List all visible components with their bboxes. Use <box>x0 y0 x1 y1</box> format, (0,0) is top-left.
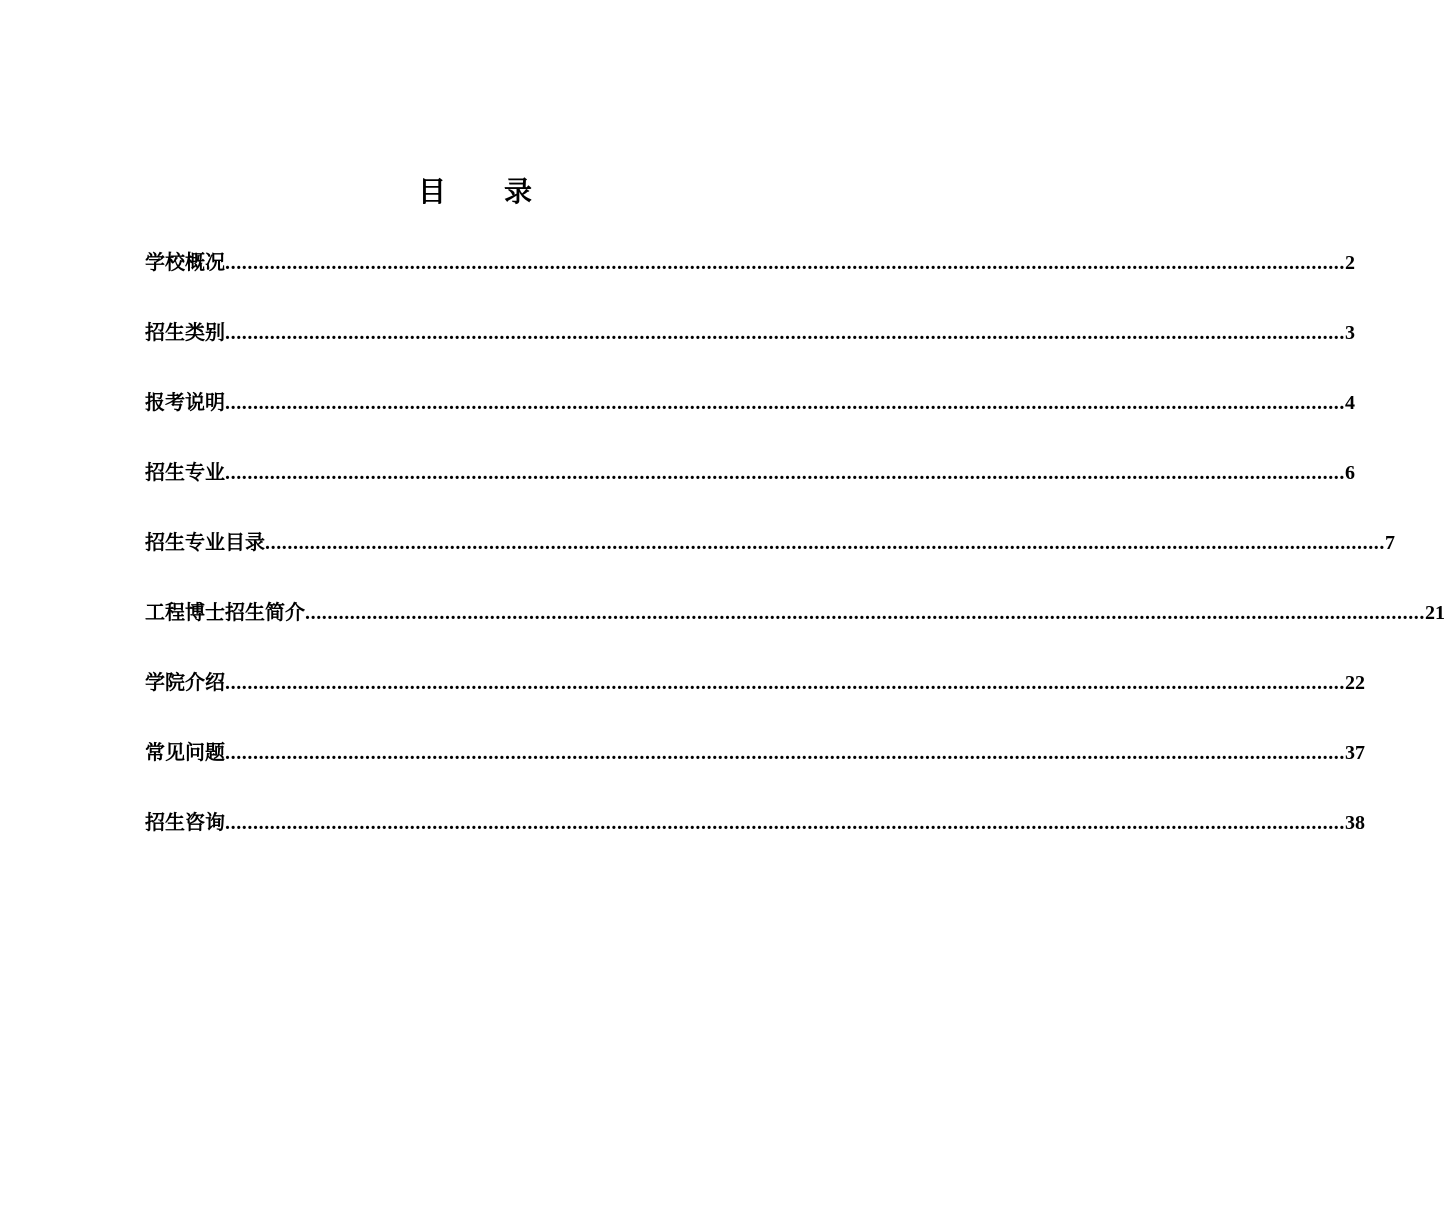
toc-list <box>145 244 1445 874</box>
toc-entry-page-number: 37 <box>1345 742 1365 764</box>
toc-title-char-1: 目 <box>417 175 446 208</box>
toc-entry-page-number: 2 <box>1345 252 1355 274</box>
toc-entry-school-overview[interactable] <box>145 244 1355 314</box>
toc-entry-page-number: 4 <box>1345 392 1355 414</box>
toc-entry-engineering-doctorate[interactable] <box>145 594 1445 664</box>
toc-entry-label: 招生类别 <box>145 320 225 344</box>
toc-title-char-2: 录 <box>504 175 533 208</box>
toc-entry-label: 招生专业 <box>145 460 225 484</box>
toc-entry-faq[interactable] <box>145 734 1365 804</box>
toc-entry-label: 报考说明 <box>145 390 225 414</box>
toc-entry-page-number: 3 <box>1345 322 1355 344</box>
toc-entry-label: 工程博士招生简介 <box>145 600 305 624</box>
toc-entry-label: 招生咨询 <box>145 810 225 834</box>
toc-entry-admission-majors[interactable] <box>145 454 1355 524</box>
toc-entry-label: 学院介绍 <box>145 670 225 694</box>
toc-dot-leader: ........................................................................................................................................................................................................ <box>265 532 1385 554</box>
toc-entry-page-number: 21 <box>1425 602 1445 624</box>
toc-entry-page-number: 6 <box>1345 462 1355 484</box>
toc-dot-leader: ........................................................................................................................................................................................................ <box>225 462 1345 484</box>
toc-entry-admission-contact[interactable] <box>145 804 1365 874</box>
toc-entry-application-notes[interactable] <box>145 384 1355 454</box>
toc-title <box>0 172 950 212</box>
toc-entry-major-catalog[interactable] <box>145 524 1395 594</box>
toc-dot-leader: ........................................................................................................................................................................................................ <box>305 602 1425 624</box>
toc-dot-leader: ........................................................................................................................................................................................................ <box>225 812 1345 834</box>
toc-dot-leader: ........................................................................................................................................................................................................ <box>225 742 1345 764</box>
toc-entry-label: 学校概况 <box>145 250 225 274</box>
toc-dot-leader: ........................................................................................................................................................................................................ <box>225 672 1345 694</box>
toc-dot-leader: ........................................................................................................................................................................................................ <box>225 252 1345 274</box>
toc-entry-page-number: 38 <box>1345 812 1365 834</box>
toc-entry-page-number: 22 <box>1345 672 1365 694</box>
toc-entry-admission-categories[interactable] <box>145 314 1355 384</box>
toc-dot-leader: ........................................................................................................................................................................................................ <box>225 322 1345 344</box>
toc-entry-college-intro[interactable] <box>145 664 1365 734</box>
toc-entry-page-number: 7 <box>1385 532 1395 554</box>
toc-entry-label: 招生专业目录 <box>145 530 265 554</box>
toc-dot-leader: ........................................................................................................................................................................................................ <box>225 392 1345 414</box>
toc-entry-label: 常见问题 <box>145 740 225 764</box>
